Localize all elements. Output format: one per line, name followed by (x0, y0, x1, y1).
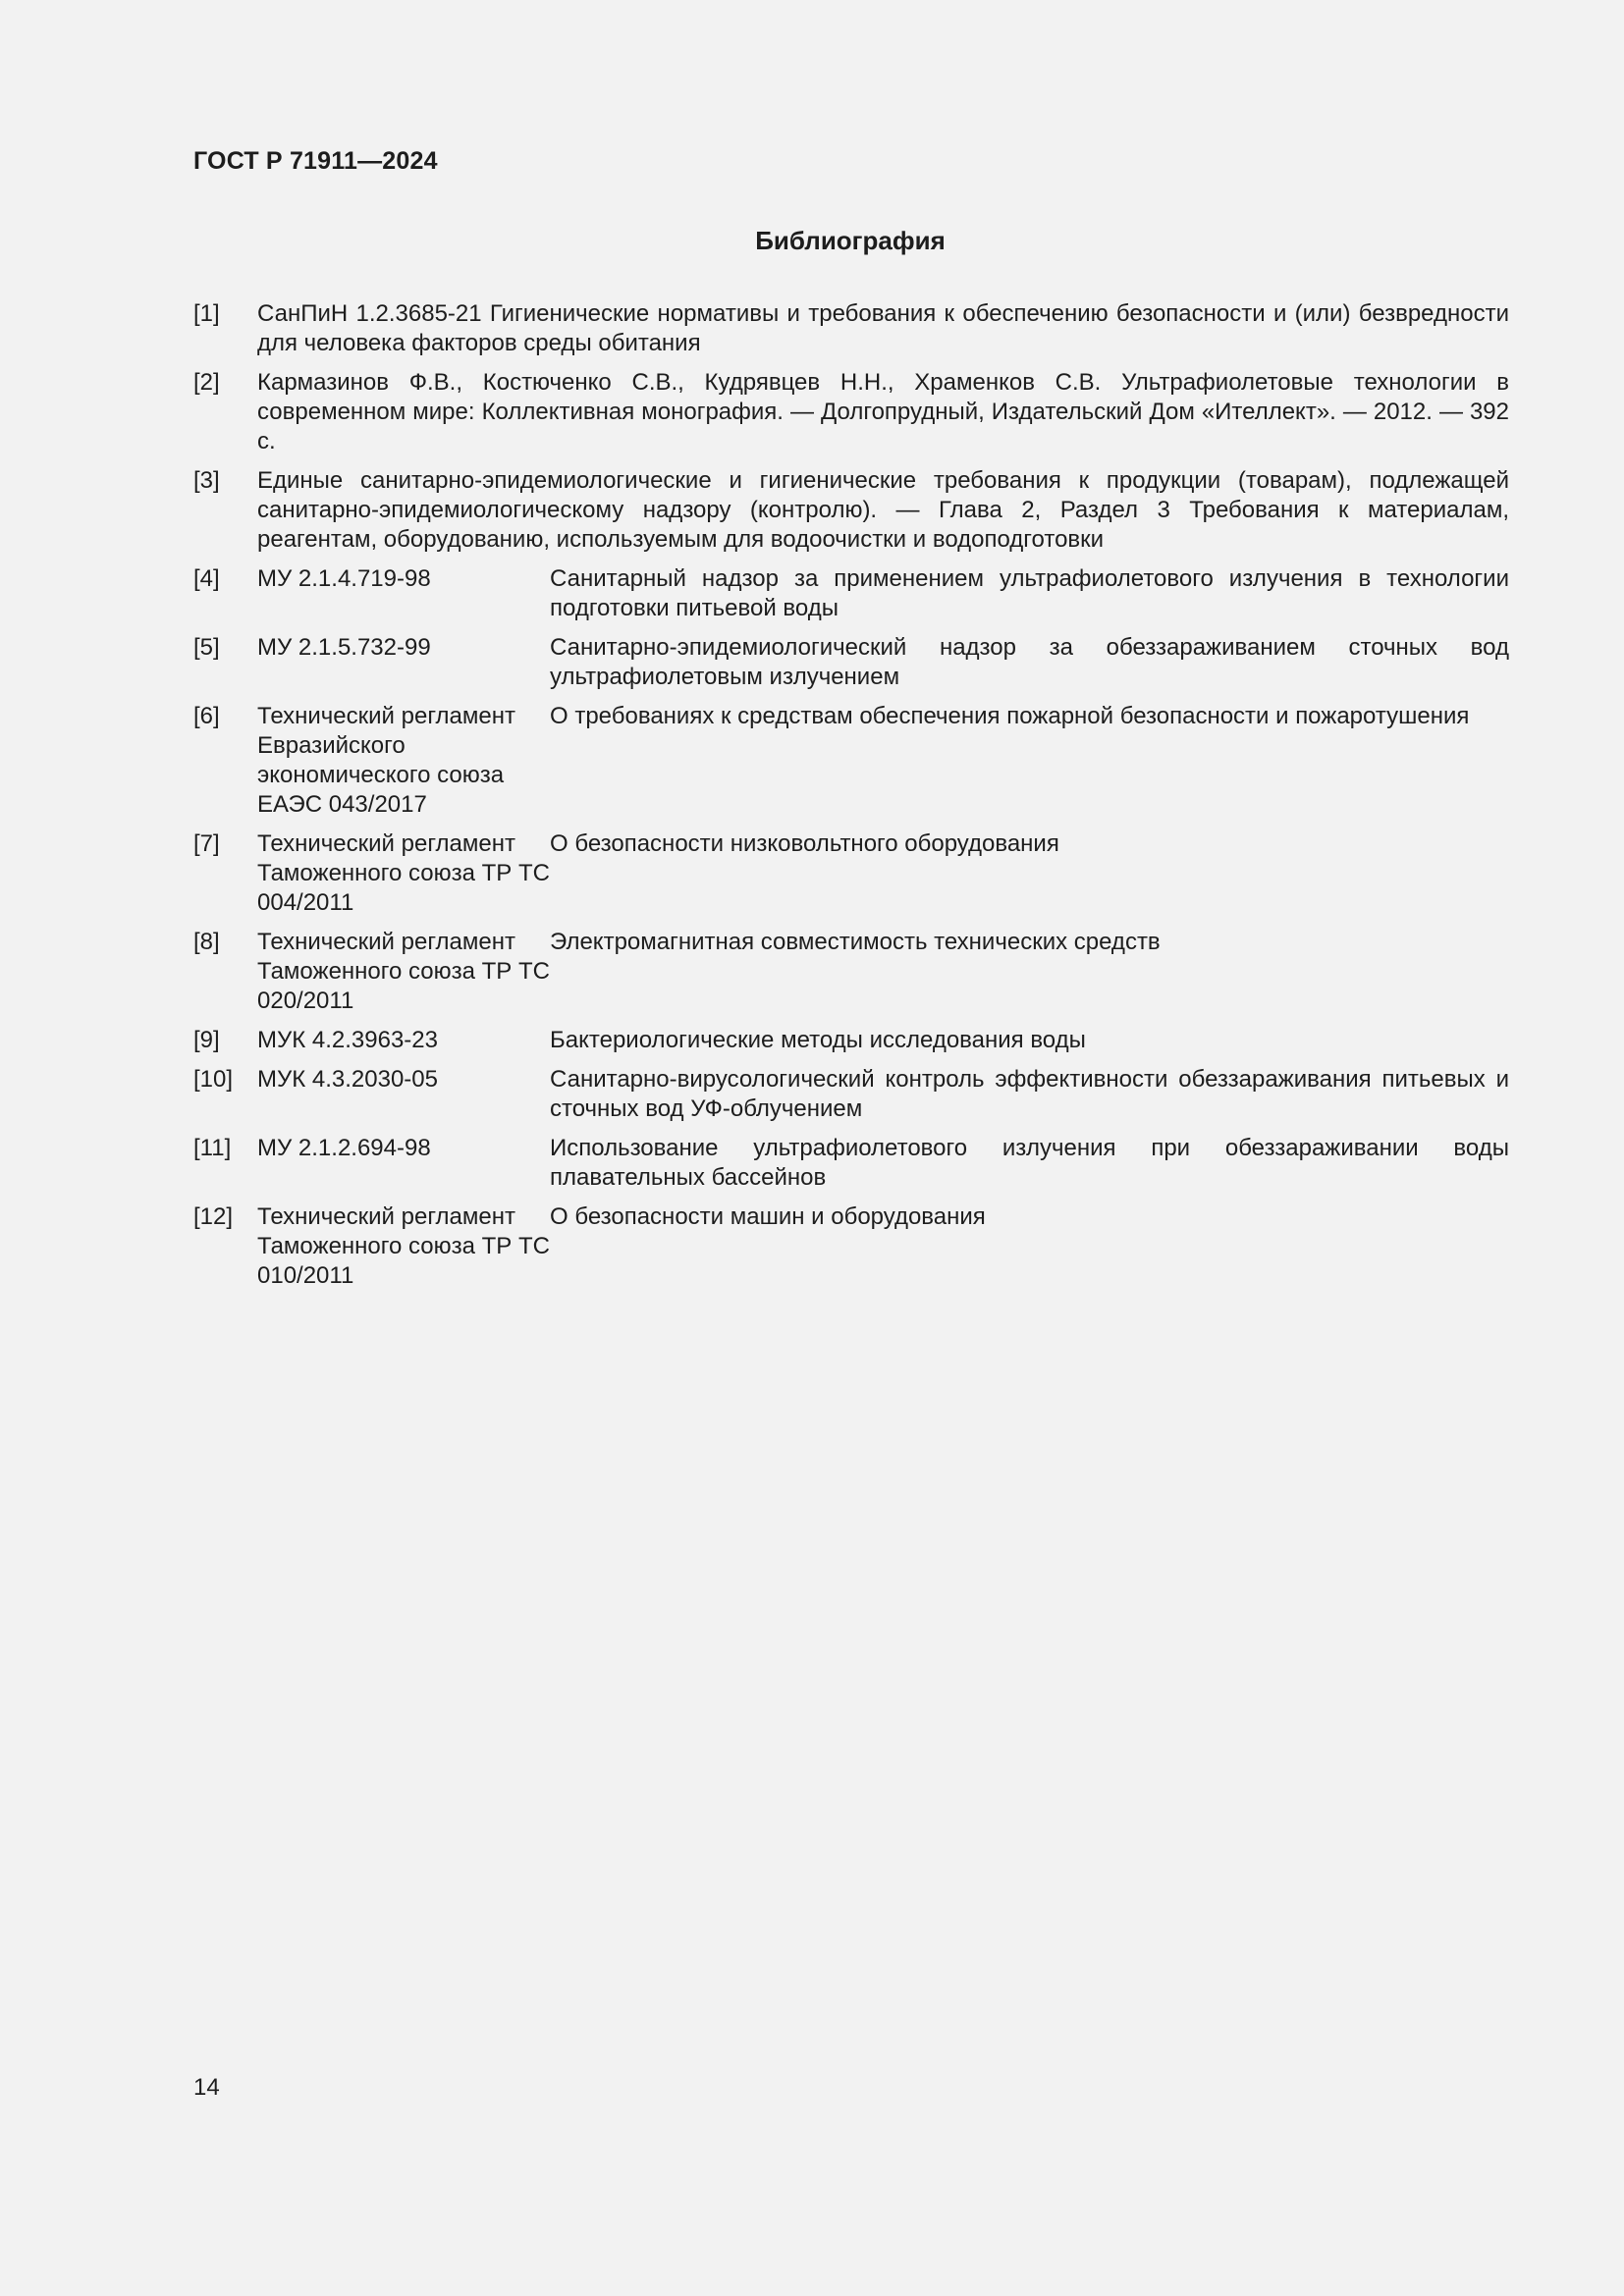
entry-title: О требованиях к средствам обеспечения пожарной безопасности и пожаротушения (550, 703, 1470, 729)
entry-number: [7] (193, 830, 220, 857)
entry-code: Технический регламент Таможенного союза ТР ТС 020/2011 (257, 929, 550, 1014)
bibliography-entry (193, 633, 1509, 692)
entry-code: МУ 2.1.2.694-98 (257, 1135, 431, 1161)
bibliography-entry (193, 1202, 1509, 1291)
document-header: ГОСТ Р 71911—2024 (193, 147, 438, 175)
entry-number: [1] (193, 300, 220, 327)
entry-number: [8] (193, 929, 220, 955)
entry-title: Санитарно-вирусологический контроль эффективности обеззараживания питьевых и сточных вод УФ-облучением (550, 1066, 1509, 1122)
entry-code: Технический регламент Евразийского экономического союза ЕАЭС 043/2017 (257, 703, 515, 818)
entry-code: МУ 2.1.4.719-98 (257, 565, 431, 592)
entry-text: Единые санитарно-эпидемиологические и гигиенические требования к продукции (товарам), подлежащей санитарно-эпидемиологическому надзору (контролю). — Глава 2, Раздел 3 Требования к материалам, реагентам, оборудованию, используемым для водоочистки и водоподготовки (257, 467, 1509, 553)
bibliography-entry (193, 702, 1509, 820)
bibliography-entry (193, 368, 1509, 456)
entry-number: [9] (193, 1027, 220, 1053)
entry-title: Бактериологические методы исследования воды (550, 1027, 1086, 1053)
entry-title: Использование ультрафиолетового излучения при обеззараживании воды плавательных бассейнов (550, 1135, 1509, 1191)
bibliography-entry (193, 1134, 1509, 1193)
entry-text: Кармазинов Ф.В., Костюченко С.В., Кудрявцев Н.Н., Храменков С.В. Ультрафиолетовые технологии в современном мире: Коллективная монография. — Долгопрудный, Издательский Дом «Ителлект». — 2012. — 392 с. (257, 369, 1509, 454)
entry-code: Технический регламент Таможенного союза ТР ТС 010/2011 (257, 1203, 550, 1289)
entry-title: Санитарно-эпидемиологический надзор за обеззараживанием сточных вод ультрафиолетовым излучением (550, 634, 1509, 690)
bibliography-entry (193, 466, 1509, 555)
bibliography-entry (193, 299, 1509, 358)
entry-number: [10] (193, 1066, 234, 1093)
bibliography-list (193, 299, 1509, 1301)
entry-number: [6] (193, 703, 220, 729)
entry-title: О безопасности машин и оборудования (550, 1203, 986, 1230)
entry-number: [5] (193, 634, 220, 661)
bibliography-entry (193, 1026, 1509, 1055)
entry-number: [3] (193, 467, 220, 494)
entry-title: О безопасности низковольтного оборудования (550, 830, 1059, 857)
page-number: 14 (193, 2074, 220, 2101)
entry-number: [2] (193, 369, 220, 396)
entry-number: [12] (193, 1203, 234, 1230)
section-title: Библиография (755, 226, 946, 255)
entry-number: [11] (193, 1135, 232, 1161)
entry-number: [4] (193, 565, 220, 592)
entry-code: Технический регламент Таможенного союза ТР ТС 004/2011 (257, 830, 550, 916)
bibliography-entry (193, 1065, 1509, 1124)
bibliography-entry (193, 928, 1509, 1016)
entry-code: МУ 2.1.5.732-99 (257, 634, 431, 661)
entry-code: МУК 4.3.2030-05 (257, 1066, 438, 1093)
entry-title: Электромагнитная совместимость технических средств (550, 929, 1161, 955)
bibliography-entry (193, 564, 1509, 623)
entry-title: Санитарный надзор за применением ультрафиолетового излучения в технологии подготовки питьевой воды (550, 565, 1509, 621)
entry-text: СанПиН 1.2.3685-21 Гигиенические нормативы и требования к обеспечению безопасности и (или) безвредности для человека факторов среды обитания (257, 300, 1509, 356)
entry-code: МУК 4.2.3963-23 (257, 1027, 438, 1053)
bibliography-entry (193, 829, 1509, 918)
